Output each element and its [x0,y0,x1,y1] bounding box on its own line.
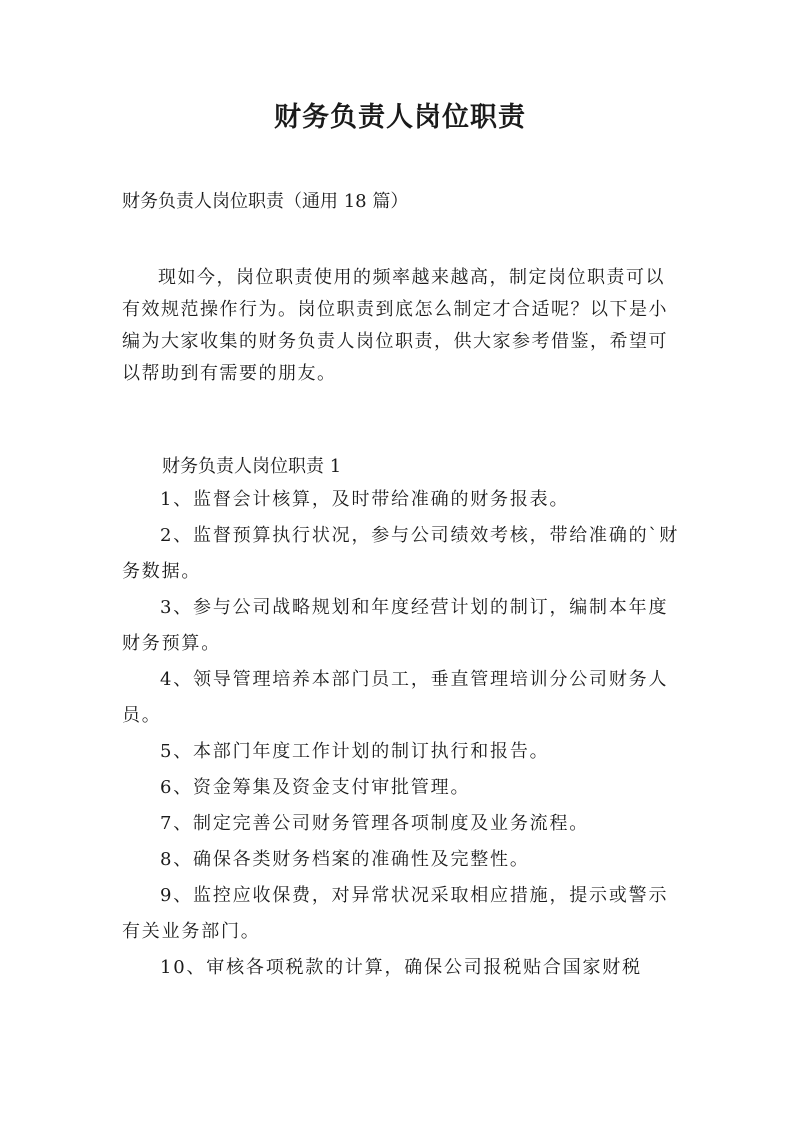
duty-item: 9、监控应收保费，对异常状况采取相应措施，提示或警示有关业务部门。 [122,885,669,942]
duty-item: 5、本部门年度工作计划的制订执行和报告。 [160,741,550,762]
duty-item: 8、确保各类财务档案的准确性及完整性。 [160,849,530,870]
duty-item: 4、领导管理培养本部门员工，垂直管理培训分公司财务人员。 [122,669,669,726]
duties-list [122,482,682,986]
duty-item: 2、监督预算执行状况，参与公司绩效考核，带给准确的`财务数据。 [122,525,680,582]
intro-paragraph: 现如今，岗位职责使用的频率越来越高，制定岗位职责可以有效规范操作行为。岗位职责到底怎么制定才合适呢？以下是小编为大家收集的财务负责人岗位职责，供大家参考借鉴，希望可以帮助到有需要的朋友。 [122,267,668,384]
duty-item: 6、资金筹集及资金支付审批管理。 [160,777,471,798]
document-subtitle: 财务负责人岗位职责（通用 18 篇） [122,191,409,212]
section-heading: 财务负责人岗位职责 1 [162,456,342,477]
duty-item: 10、审核各项税款的计算，确保公司报税贴合国家财税 [160,957,642,978]
document-title: 财务负责人岗位职责 [274,102,526,133]
duty-item: 7、制定完善公司财务管理各项制度及业务流程。 [160,813,590,834]
duty-item: 1、监督会计核算，及时带给准确的财务报表。 [160,489,570,510]
duty-item: 3、参与公司战略规划和年度经营计划的制订，编制本年度财务预算。 [122,597,669,654]
